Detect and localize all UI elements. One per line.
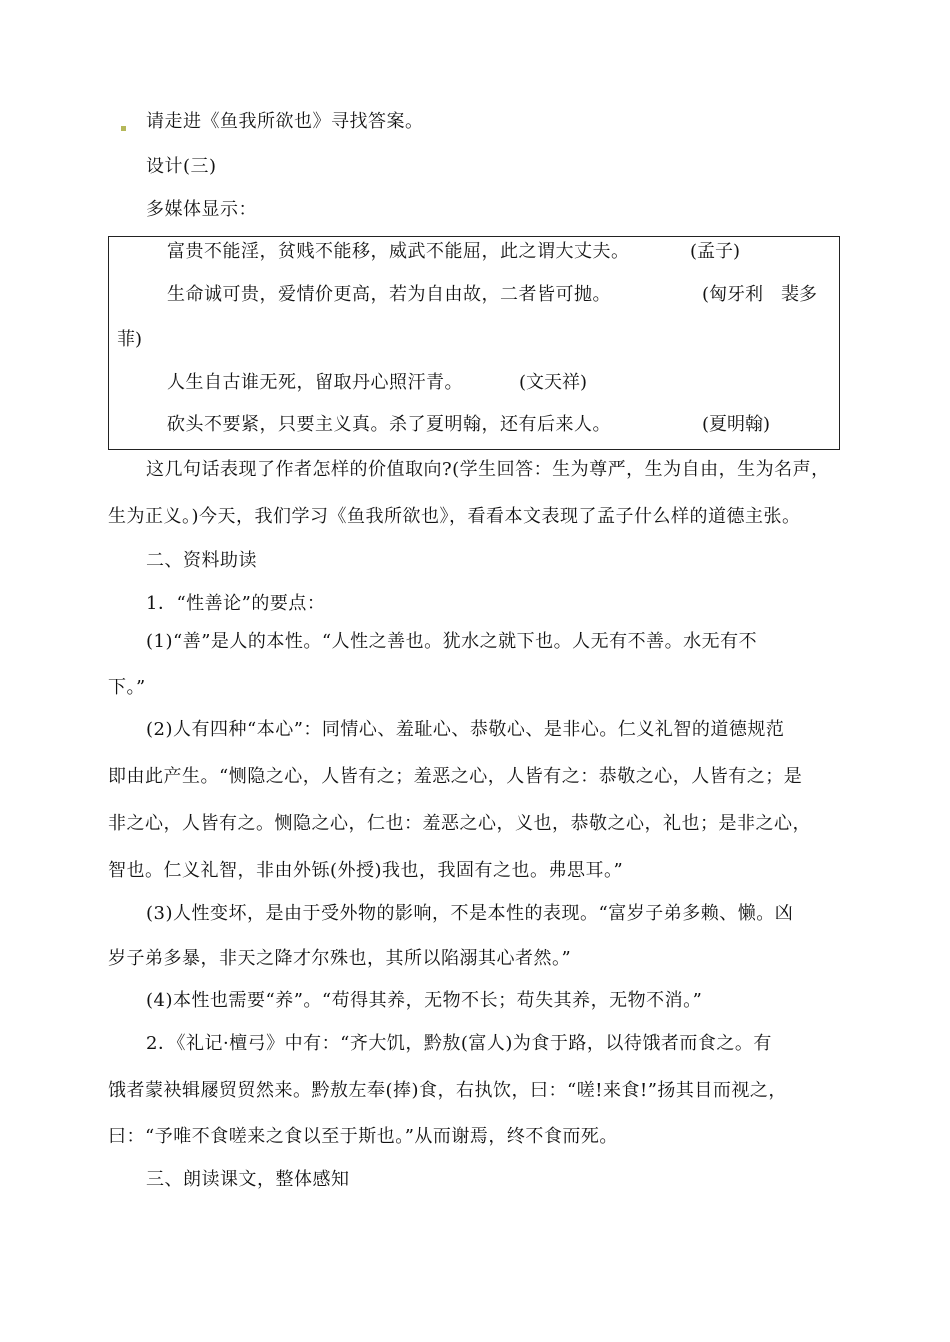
item-title: 1．“性善论”的要点： xyxy=(146,593,326,614)
paragraph-line: 非之心，人皆有之。恻隐之心，仁也：羞恶之心，义也，恭敬之心，礼也；是非之心， xyxy=(108,813,811,834)
quote-source: (孟子) xyxy=(690,241,741,262)
paragraph-line: (3)人性变坏，是由于受外物的影响，不是本性的表现。“富岁子弟多赖、懒。凶 xyxy=(146,903,794,924)
paragraph-line: (4)本性也需要“养”。“苟得其养，无物不长；苟失其养，无物不消。” xyxy=(146,990,703,1011)
bullet-marker xyxy=(121,126,126,131)
paragraph-line: 即由此产生。“恻隐之心，人皆有之；羞恶之心，人皆有之：恭敬之心，人皆有之；是 xyxy=(108,766,803,787)
quote-text: 富贵不能淫，贫贱不能移，威武不能屈，此之谓大丈夫。 xyxy=(167,241,630,262)
quote-source-continued: 菲) xyxy=(117,329,143,350)
question-line: 这几句话表现了作者怎样的价值取向?(学生回答：生为尊严，生为自由，生为名声， xyxy=(146,459,830,480)
intro-line: 请走进《鱼我所欲也》寻找答案。 xyxy=(146,111,424,132)
multimedia-label: 多媒体显示： xyxy=(146,199,257,220)
question-line: 生为正义。)今天，我们学习《鱼我所欲也》，看看本文表现了孟子什么样的道德主张。 xyxy=(108,506,801,527)
quote-source: (夏明翰) xyxy=(702,414,771,435)
paragraph-line: 下。” xyxy=(108,677,146,698)
paragraph-line: 智也。仁义礼智，非由外铄(外授)我也，我固有之也。弗思耳。” xyxy=(108,860,624,881)
paragraph-line: 曰：“予唯不食嗟来之食以至于斯也。”从而谢焉，终不食而死。 xyxy=(108,1126,618,1147)
quote-text: 人生自古谁无死，留取丹心照汗青。 xyxy=(167,372,463,393)
quote-source: (文天祥) xyxy=(519,372,588,393)
section-heading: 三、朗读课文，整体感知 xyxy=(146,1169,350,1190)
section-heading: 二、资料助读 xyxy=(146,550,257,571)
paragraph-line: (2)人有四种“本心”：同情心、羞耻心、恭敬心、是非心。仁义礼智的道德规范 xyxy=(146,719,785,740)
paragraph-line: 饿者蒙袂辑屦贸贸然来。黔敖左奉(捧)食，右执饮，曰：“嗟!来食!”扬其目而视之， xyxy=(108,1080,787,1101)
paragraph-line: (1)“善”是人的本性。“人性之善也。犹水之就下也。人无有不善。水无有不 xyxy=(146,631,758,652)
paragraph-line: 岁子弟多暴，非天之降才尔殊也，其所以陷溺其心者然。” xyxy=(108,948,572,969)
design-heading: 设计(三) xyxy=(146,156,217,177)
quote-text: 生命诚可贵，爱情价更高，若为自由故，二者皆可抛。 xyxy=(167,284,611,305)
quote-text: 砍头不要紧，只要主义真。杀了夏明翰，还有后来人。 xyxy=(167,414,611,435)
paragraph-line: 2．《礼记·檀弓》中有：“齐大饥，黔敖(富人)为食于路，以待饿者而食之。有 xyxy=(146,1033,772,1054)
quote-source: (匈牙利 裴多 xyxy=(702,284,818,305)
